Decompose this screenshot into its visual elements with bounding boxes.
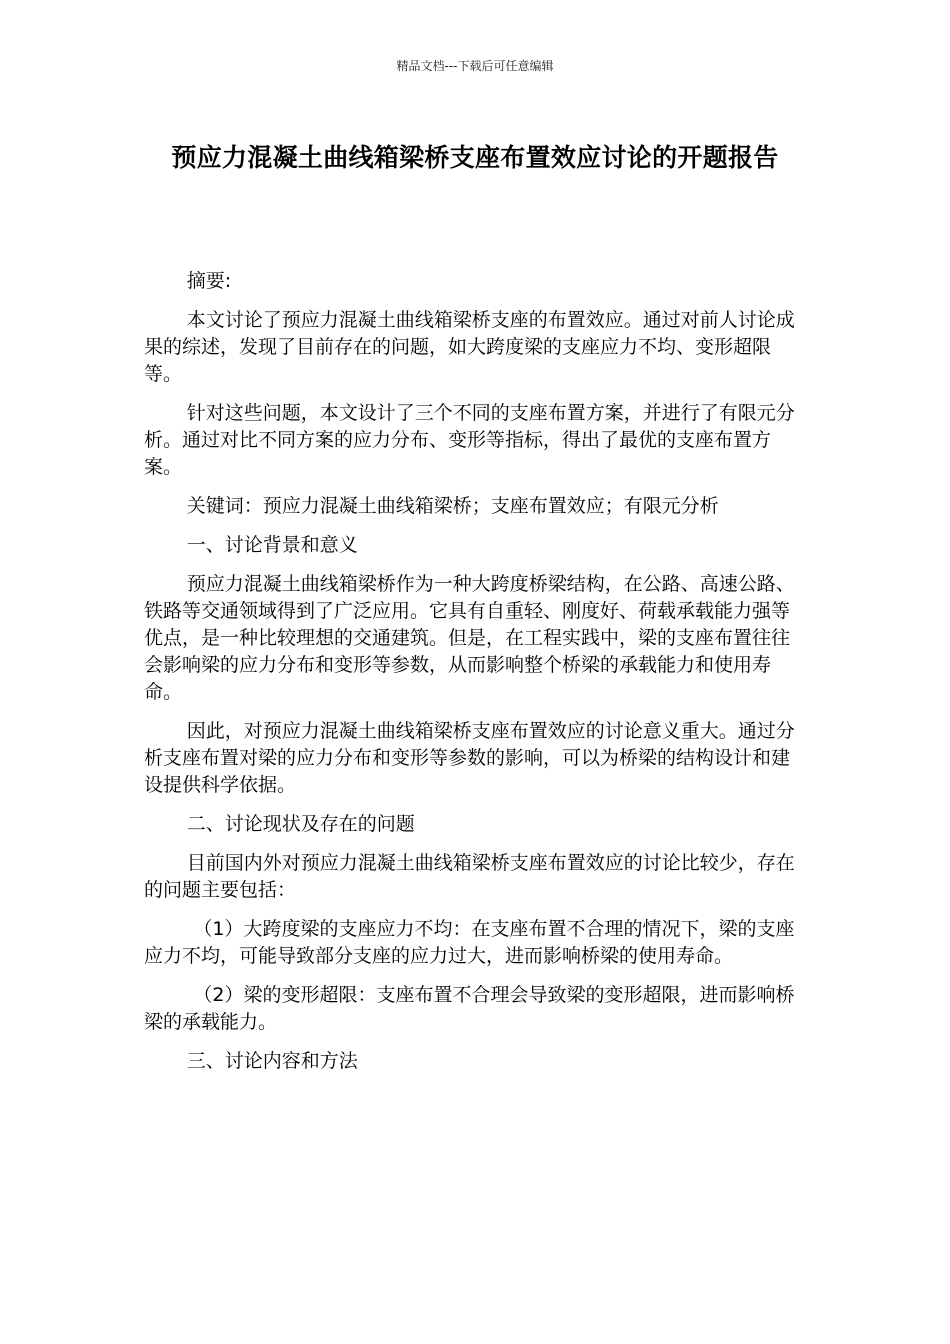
abstract-paragraph-1: 本文讨论了预应力混凝土曲线箱梁桥支座的布置效应。通过对前人讨论成果的综述，发现了目前存在的问题，如大跨度梁的支座应力不均、变形超限等。 [144, 309, 795, 385]
abstract-label: 摘要: [186, 270, 232, 292]
abstract-paragraph-2: 针对这些问题，本文设计了三个不同的支座布置方案，并进行了有限元分析。通过对比不同方案的应力分布、变形等指标，得出了最优的支座布置方案。 [144, 402, 795, 478]
section-1-paragraph-1: 预应力混凝土曲线箱梁桥作为一种大跨度桥梁结构，在公路、高速公路、铁路等交通领域得到了广泛应用。它具有自重轻、刚度好、荷载承载能力强等优点，是一种比较理想的交通建筑。但是，在工程实践中，梁的支座布置往往会影响梁的应力分布和变形等参数，从而影响整个桥梁的承载能力和使用寿命。 [144, 573, 795, 703]
document-title: 预应力混凝土曲线箱梁桥支座布置效应讨论的开题报告 [171, 143, 779, 172]
section-2-paragraph-1: 目前国内外对预应力混凝土曲线箱梁桥支座布置效应的讨论比较少，存在的问题主要包括： [144, 852, 795, 901]
keywords-line: 关键词：预应力混凝土曲线箱梁桥；支座布置效应；有限元分析 [186, 495, 719, 517]
section-2-item-1: （1）大跨度梁的支座应力不均：在支座布置不合理的情况下，梁的支座应力不均，可能导致部分支座的应力过大，进而影响桥梁的使用寿命。 [144, 918, 795, 967]
document-body [144, 268, 806, 1087]
section-2-heading: 二、讨论现状及存在的问题 [186, 813, 415, 835]
page-header-note: 精品文档---下载后可任意编辑 [396, 59, 554, 73]
section-2-item-2: （2）梁的变形超限：支座布置不合理会导致梁的变形超限，进而影响桥梁的承载能力。 [144, 984, 795, 1033]
section-1-heading: 一、讨论背景和意义 [186, 534, 358, 556]
section-1-paragraph-2: 因此，对预应力混凝土曲线箱梁桥支座布置效应的讨论意义重大。通过分析支座布置对梁的应力分布和变形等参数的影响，可以为桥梁的结构设计和建设提供科学依据。 [144, 720, 795, 796]
section-3-heading: 三、讨论内容和方法 [186, 1050, 358, 1072]
